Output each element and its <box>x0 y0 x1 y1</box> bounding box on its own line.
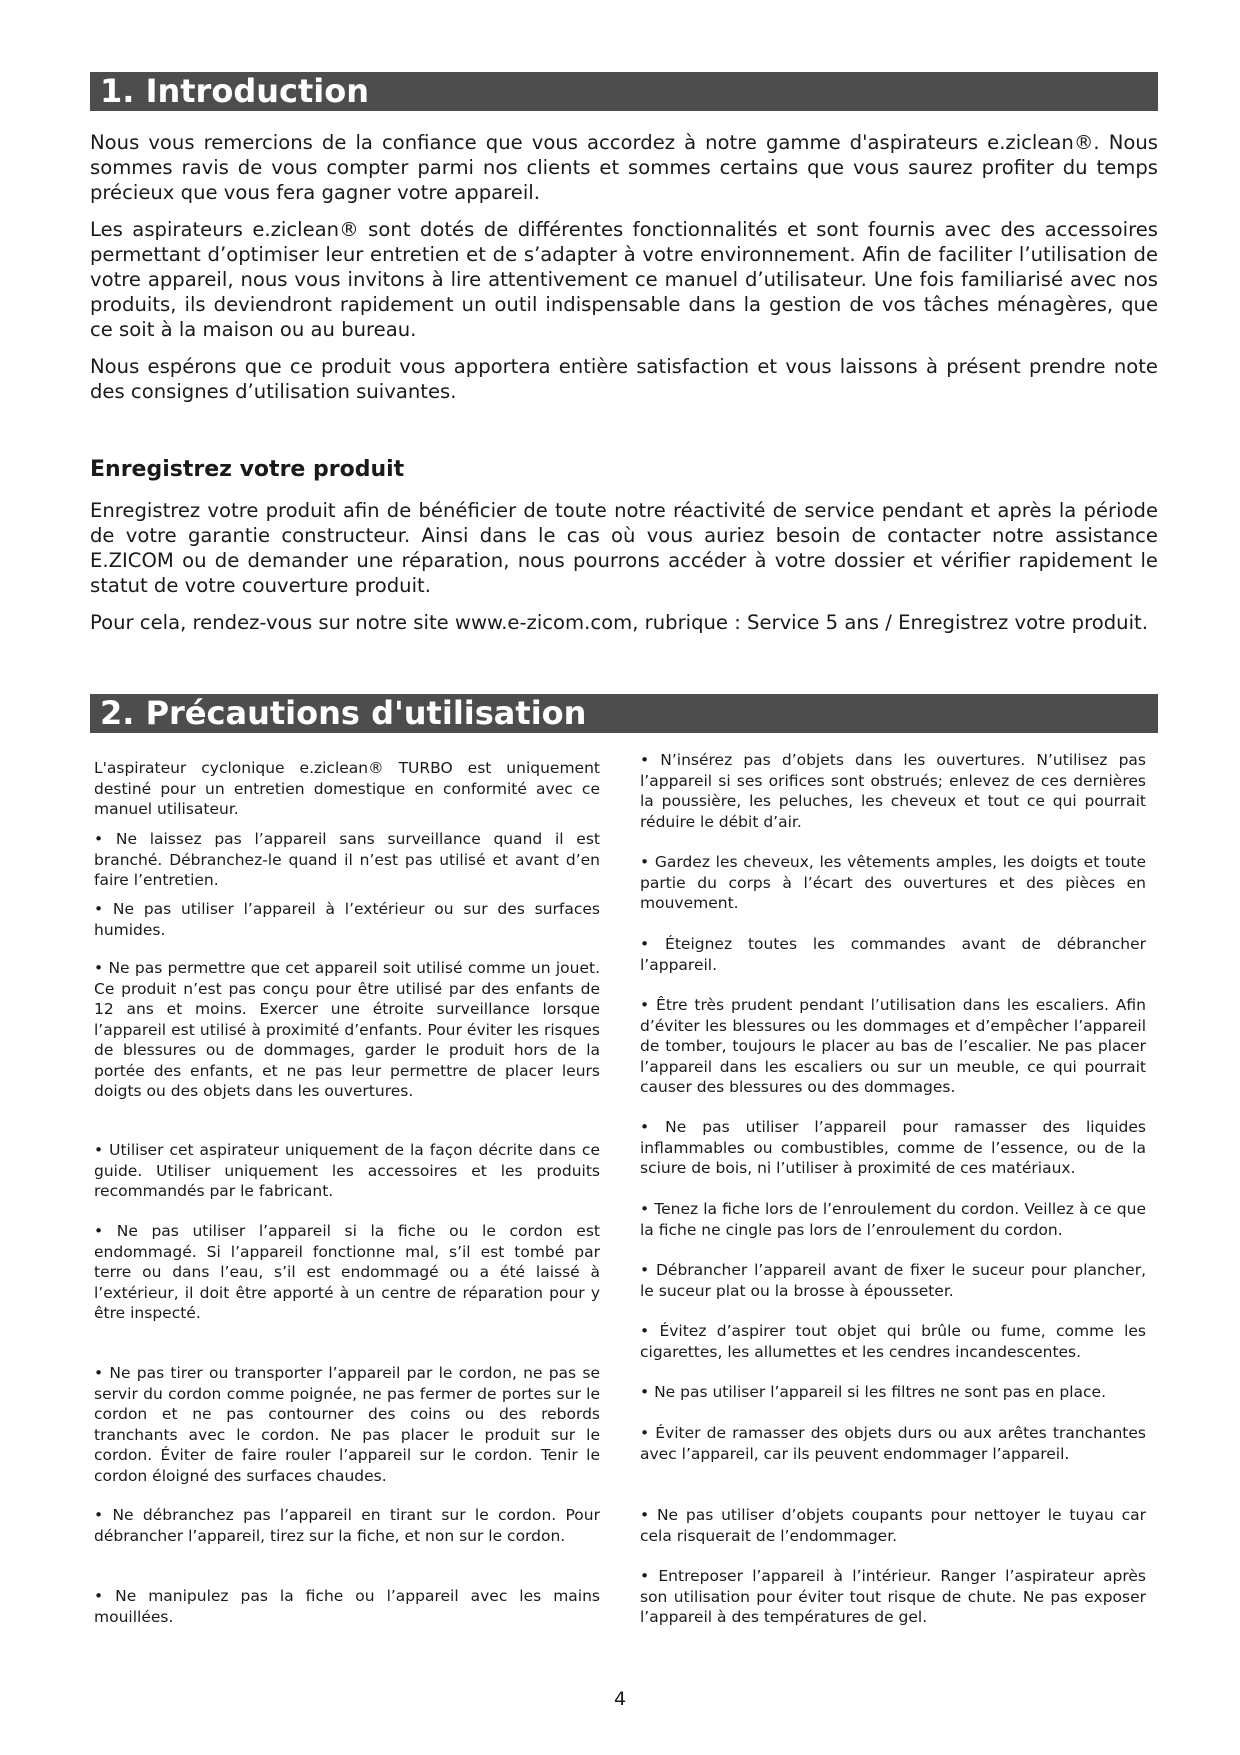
precaution-item: • Ne laissez pas l’appareil sans surveillance quand il est branché. Débranchez-le quand il n’est pas utilisé et avant d’en faire l’entretien. <box>94 830 600 889</box>
precaution-item: • Ne pas tirer ou transporter l’appareil par le cordon, ne pas se servir du cordon comme poignée, ne pas fermer de portes sur le cordon et ne pas contourner des coins ou des rebords tranchants avec le cordon. Ne pas placer le produit sur le cordon. Éviter de faire rouler l’appareil sur le cordon. Tenir le cordon éloigné des surfaces chaudes. <box>94 1364 600 1485</box>
precaution-item: • Débrancher l’appareil avant de fixer le suceur pour plancher, le suceur plat ou la brosse à épousseter. <box>640 1261 1146 1300</box>
precaution-item: • Ne débranchez pas l’appareil en tirant sur le cordon. Pour débrancher l’appareil, tirez sur la fiche, et non sur le cordon. <box>94 1506 600 1545</box>
register-heading: Enregistrez votre produit <box>90 457 405 482</box>
precaution-item: • Entreposer l’appareil à l’intérieur. Ranger l’aspirateur après son utilisation pour éviter tout risque de chute. Ne pas exposer l’appareil à des températures de gel. <box>640 1567 1146 1626</box>
precaution-item: • Ne pas permettre que cet appareil soit utilisé comme un jouet. Ce produit n’est pas conçu pour être utilisé par des enfants de 12 ans et moins. Exercer une étroite surveillance lorsque l’appareil est utilisé à proximité d’enfants. Pour éviter les risques de blessures ou de dommages, garder le produit hors de la portée des enfants, et ne pas leur permettre de placer leurs doigts ou des objets dans les ouvertures. <box>94 959 600 1100</box>
precaution-item: • Tenez la fiche lors de l’enroulement du cordon. Veillez à ce que la fiche ne cingle pas lors de l’enroulement du cordon. <box>640 1200 1146 1239</box>
section-1-heading: 1. Introduction <box>90 72 1158 111</box>
intro-paragraph: Nous vous remercions de la confiance que vous accordez à notre gamme d'aspirateurs e.ziclean®. Nous sommes ravis de vous compter parmi nos clients et sommes certains que vous saurez profiter du temps précieux que vous fera gagner votre appareil. <box>90 131 1158 204</box>
precaution-item: • Ne pas utiliser d’objets coupants pour nettoyer le tuyau car cela risquerait de l’endommager. <box>640 1506 1146 1545</box>
intro-paragraph: Nous espérons que ce produit vous apportera entière satisfaction et vous laissons à présent prendre note des consignes d’utilisation suivantes. <box>90 355 1158 403</box>
page-number: 4 <box>613 1688 627 1710</box>
precaution-item: • Ne pas utiliser l’appareil si la fiche ou le cordon est endommagé. Si l’appareil fonctionne mal, s’il est tombé par terre ou dans l’eau, s’il est endommagé ou a été laissé à l’extérieur, il doit être apporté à un centre de réparation pour y être inspecté. <box>94 1222 600 1322</box>
precaution-item: L'aspirateur cyclonique e.ziclean® TURBO est uniquement destiné pour un entretien domestique en conformité avec ce manuel utilisateur. <box>94 759 600 818</box>
precaution-item: • Ne pas utiliser l’appareil à l’extérieur ou sur des surfaces humides. <box>94 900 600 939</box>
precaution-item: • Ne manipulez pas la fiche ou l’appareil avec les mains mouillées. <box>94 1587 600 1626</box>
precaution-item: • Ne pas utiliser l’appareil si les filtres ne sont pas en place. <box>640 1383 1107 1401</box>
precaution-item: • N’insérez pas d’objets dans les ouvertures. N’utilisez pas l’appareil si ses orifices sont obstrués; enlevez de ces dernières la poussière, les peluches, les cheveux et tout ce qui pourrait réduire le débit d’air. <box>640 751 1146 831</box>
section-2-heading: 2. Précautions d'utilisation <box>90 694 1158 733</box>
precaution-item: • Être très prudent pendant l’utilisation dans les escaliers. Afin d’éviter les blessures ou les dommages et d’empêcher l’appareil de tomber, toujours le placer au bas de l’escalier. Ne pas placer l’appareil dans les escaliers ou sur un meuble, ce qui pourrait causer des blessures ou des dommages. <box>640 996 1146 1096</box>
introduction-body <box>90 130 1158 416</box>
register-paragraph: Enregistrez votre produit afin de bénéficier de toute notre réactivité de service pendant et après la période de votre garantie constructeur. Ainsi dans le cas où vous auriez besoin de contacter notre assistance E.ZICOM ou de demander une réparation, nous pourrons accéder à votre dossier et vérifier rapidement le statut de votre couverture produit. <box>90 499 1158 597</box>
intro-paragraph: Les aspirateurs e.ziclean® sont dotés de différentes fonctionnalités et sont fournis avec des accessoires permettant d’optimiser leur entretien et de s’adapter à votre environnement. Afin de faciliter l’utilisation de votre appareil, nous vous invitons à lire attentivement ce manuel d’utilisateur. Une fois familiarisé avec nos produits, ils deviendront rapidement un outil indispensable dans la gestion de vos tâches ménagères, que ce soit à la maison ou au bureau. <box>90 218 1158 341</box>
precaution-item: • Utiliser cet aspirateur uniquement de la façon décrite dans ce guide. Utiliser uniquement les accessoires et les produits recommandés par le fabricant. <box>94 1141 600 1200</box>
precaution-item: • Éteignez toutes les commandes avant de débrancher l’appareil. <box>640 935 1146 974</box>
register-body <box>90 498 1158 647</box>
precaution-item: • Éviter de ramasser des objets durs ou aux arêtes tranchantes avec l’appareil, car ils peuvent endommager l’appareil. <box>640 1424 1146 1463</box>
precaution-item: • Ne pas utiliser l’appareil pour ramasser des liquides inflammables ou combustibles, comme de l’essence, ou de la sciure de bois, ni l’utiliser à proximité de ces matériaux. <box>640 1118 1146 1177</box>
precaution-item: • Gardez les cheveux, les vêtements amples, les doigts et toute partie du corps à l’écart des ouvertures et des pièces en mouvement. <box>640 853 1146 912</box>
precaution-item: • Évitez d’aspirer tout objet qui brûle ou fume, comme les cigarettes, les allumettes et les cendres incandescentes. <box>640 1322 1146 1361</box>
register-paragraph: Pour cela, rendez-vous sur notre site www.e-zicom.com, rubrique : Service 5 ans / Enregistrez votre produit. <box>90 611 1148 634</box>
